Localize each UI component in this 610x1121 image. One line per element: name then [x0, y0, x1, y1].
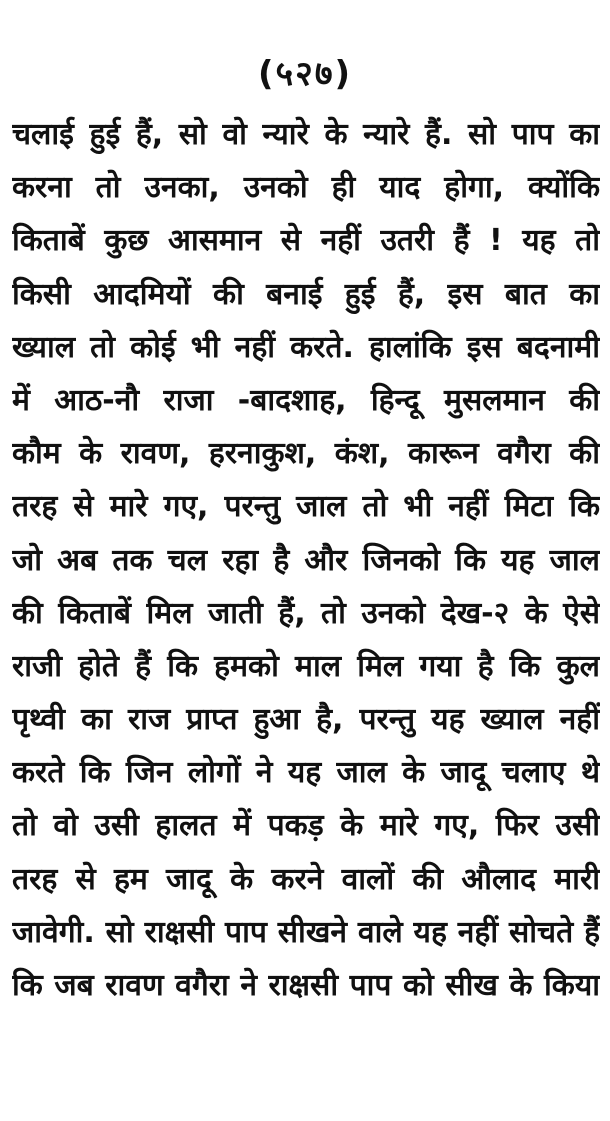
- text-line: राजी होते हैं कि हमको माल मिल गया है कि कुल: [12, 648, 600, 684]
- text-line: किताबें कुछ आसमान से नहीं उतरी हैं ! यह तो: [12, 223, 600, 259]
- text-line: किसी आदमियों की बनाई हुई हैं, इस बात का: [12, 276, 600, 312]
- page-number: (५२७): [257, 54, 353, 94]
- text-line: तरह से हम जादू के करने वालों की औलाद मारी: [12, 861, 600, 897]
- text-line: जावेगी. सो राक्षसी पाप सीखने वाले यह नहीं सोचते हैं: [12, 914, 600, 950]
- text-line: तो वो उसी हालत में पकड़ के मारे गए, फिर उसी: [12, 808, 600, 844]
- text-line: तरह से मारे गए, परन्तु जाल तो भी नहीं मिटा कि: [12, 489, 600, 525]
- text-line: पृथ्वी का राज प्राप्त हुआ है, परन्तु यह ख्याल नहीं: [12, 702, 600, 738]
- text-line: करते कि जिन लोगों ने यह जाल के जादू चलाए थे: [12, 755, 600, 791]
- text-line: कि जब रावण वगैरा ने राक्षसी पाप को सीख के किया: [12, 968, 600, 1003]
- body-text: [12, 108, 600, 1012]
- text-line: कौम के रावण, हरनाकुश, कंश, कारून वगैरा की: [12, 436, 600, 472]
- text-line: की किताबें मिल जाती हैं, तो उनको देख-२ के ऐसे: [12, 595, 600, 631]
- text-line: जो अब तक चल रहा है और जिनको कि यह जाल: [12, 542, 600, 578]
- text-line: करना तो उनका, उनको ही याद होगा, क्योंकि: [12, 170, 600, 206]
- text-line: चलाई हुई हैं, सो वो न्यारे के न्यारे हैं. सो पाप का: [12, 117, 600, 152]
- text-line: में आठ-नौ राजा -बादशाह, हिन्दू मुसलमान की: [12, 382, 600, 418]
- text-line: ख्याल तो कोई भी नहीं करते. हालांकि इस बदनामी: [12, 329, 600, 365]
